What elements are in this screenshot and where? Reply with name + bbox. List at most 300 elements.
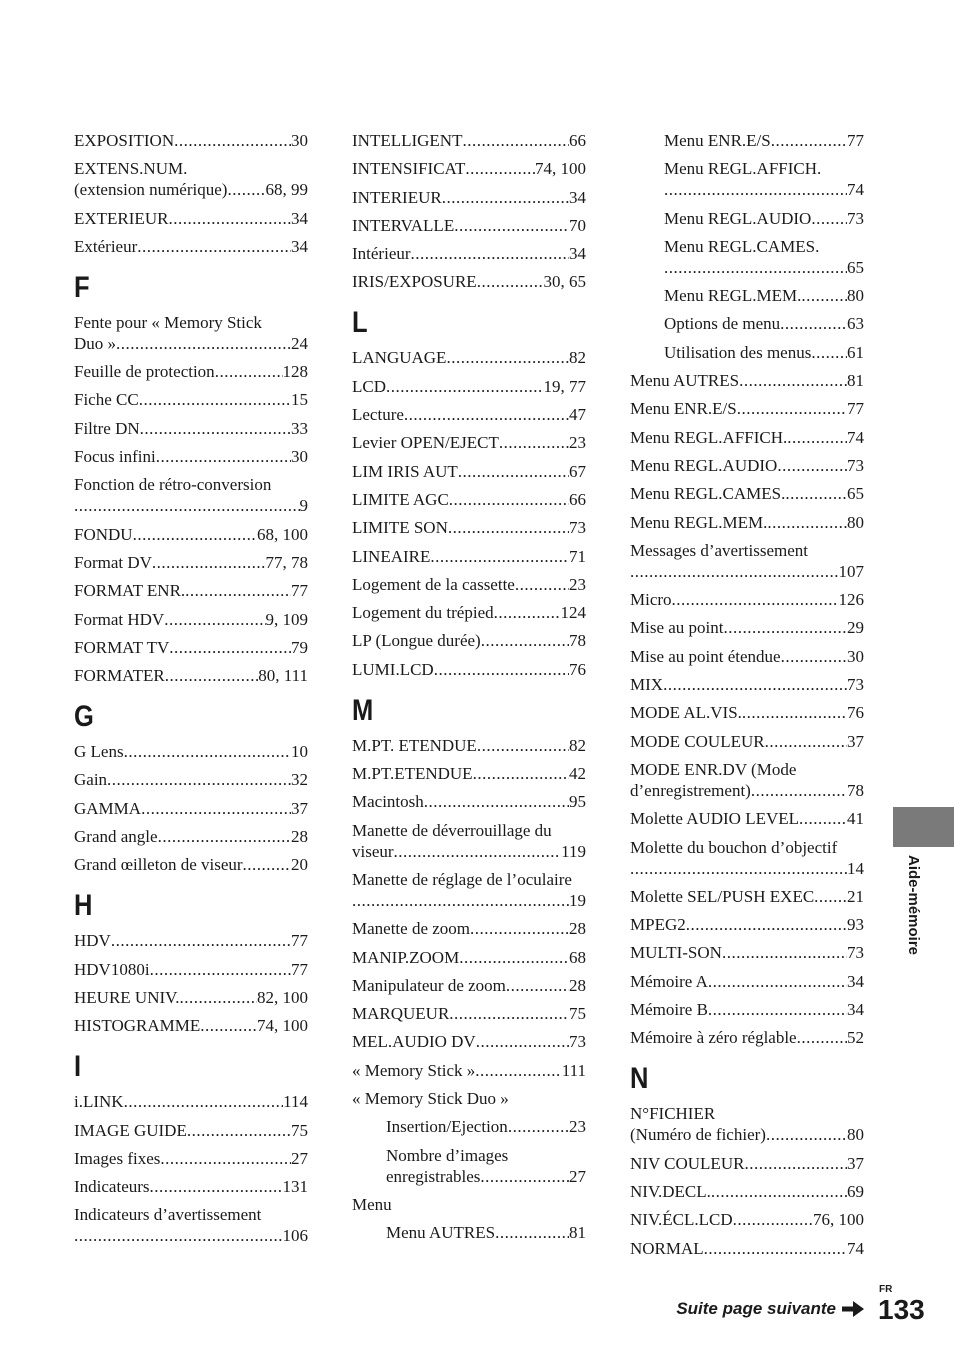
dot-leader [459, 947, 569, 968]
index-entry [630, 370, 864, 391]
dot-leader [711, 1181, 847, 1202]
entry-term: LANGUAGE [352, 348, 447, 368]
entry-line [630, 561, 864, 582]
entry-page-numbers: 74, 100 [535, 159, 586, 179]
continue-label: Suite page suivante [676, 1299, 836, 1318]
dot-leader [515, 574, 569, 595]
index-entry [630, 236, 864, 278]
entry-line [352, 517, 586, 538]
entry-page-numbers: 27 [291, 1148, 308, 1168]
entry-page-numbers: 30 [291, 447, 308, 467]
entry-page-numbers: 61 [847, 342, 864, 362]
entry-term: Micro [630, 590, 672, 610]
entry-page-numbers: 73 [847, 455, 864, 475]
dot-leader [160, 1148, 291, 1169]
entry-term: EXTENS.NUM. [74, 159, 188, 179]
index-entry [74, 1015, 308, 1036]
entry-page-numbers: 30 [847, 646, 864, 666]
index-entry [74, 665, 308, 686]
dot-leader [475, 1060, 562, 1081]
index-entry [630, 617, 864, 638]
entry-line [352, 763, 586, 784]
dot-leader [814, 886, 847, 907]
entry-page-numbers: 69 [847, 1181, 864, 1201]
entry-page-numbers: 23 [569, 1117, 586, 1137]
entry-term: Indicateurs [74, 1177, 150, 1197]
index-entry [630, 759, 864, 801]
index-entry [630, 1103, 864, 1145]
index-entry [74, 474, 308, 516]
entry-line [630, 455, 864, 476]
entry-line [664, 257, 864, 278]
dot-leader [664, 179, 847, 200]
entry-page-numbers: 77 [291, 931, 308, 951]
entry-page-numbers: 74, 100 [257, 1016, 308, 1036]
entry-page-numbers: 41 [847, 809, 864, 829]
dot-leader [152, 552, 266, 573]
index-entry [630, 808, 864, 829]
entry-line [630, 808, 864, 829]
dot-leader [751, 780, 847, 801]
dot-leader [164, 609, 265, 630]
entry-page-numbers: 70 [569, 215, 586, 235]
entry-line [664, 179, 864, 200]
entry-term: MODE AL.VIS. [630, 703, 742, 723]
entry-term: HISTOGRAMME [74, 1016, 201, 1036]
dot-leader [739, 370, 847, 391]
dot-leader [495, 1222, 569, 1243]
index-entry [630, 731, 864, 752]
dot-leader [158, 826, 291, 847]
entry-page-numbers: 81 [569, 1223, 586, 1243]
index-entry [352, 376, 586, 397]
entry-line [630, 512, 864, 533]
entry-term: HDV1080i [74, 959, 150, 979]
index-entry [630, 942, 864, 963]
entry-line [74, 854, 308, 875]
dot-leader [243, 854, 291, 875]
entry-term: MODE ENR.DV (Mode [630, 759, 797, 779]
entry-term: Menu REGL.AFFICH. [630, 427, 788, 447]
index-entry [352, 517, 586, 538]
index-entry [630, 886, 864, 907]
entry-term: Manette de zoom [352, 919, 471, 939]
index-entry [630, 999, 864, 1020]
entry-line [630, 858, 864, 879]
index-entry [352, 271, 586, 292]
index-entry [352, 130, 586, 151]
dot-leader [722, 942, 847, 963]
entry-page-numbers: 77, 78 [265, 552, 308, 572]
entry-line [74, 769, 308, 790]
index-entry [74, 580, 308, 601]
entry-page-numbers: 124 [560, 603, 586, 623]
entry-line [74, 552, 308, 573]
entry-term: Lecture [352, 405, 404, 425]
entry-term: EXPOSITION [74, 131, 175, 150]
index-entry [630, 158, 864, 200]
entry-line [630, 1238, 864, 1259]
index-entry [630, 837, 864, 879]
index-column-2 [352, 130, 586, 1251]
entry-page-numbers: 30 [291, 131, 308, 150]
index-entry [630, 313, 864, 334]
entry-term: Images fixes [74, 1148, 161, 1168]
entry-term: Mise au point étendue [630, 646, 781, 666]
entry-line [386, 1222, 586, 1243]
dot-leader [630, 858, 847, 879]
entry-page-numbers: 75 [291, 1120, 308, 1140]
dot-leader [150, 1176, 283, 1197]
index-entry [630, 589, 864, 610]
entry-line [352, 271, 586, 292]
entry-term: MANIP.ZOOM [352, 947, 460, 967]
entry-line [352, 130, 586, 151]
entry-term-continued: Duo » [74, 333, 117, 353]
entry-line [352, 347, 586, 368]
entry-page-numbers: 79 [291, 637, 308, 657]
entry-line [74, 446, 308, 467]
entry-page-numbers: 66 [569, 489, 586, 509]
dot-leader [74, 1225, 283, 1246]
entry-term: Options de menu [664, 314, 781, 334]
entry-term: FORMAT TV [74, 637, 170, 657]
entry-line [74, 959, 308, 980]
entry-page-numbers: 30, 65 [543, 272, 586, 292]
entry-term: LIMITE SON [352, 518, 448, 538]
dot-leader [462, 130, 569, 151]
entry-line [664, 313, 864, 334]
entry-line [74, 418, 308, 439]
index-entry [352, 1222, 586, 1243]
entry-line [74, 609, 308, 630]
entry-term: GAMMA [74, 798, 142, 818]
dot-leader [107, 769, 291, 790]
entry-page-numbers: 82, 100 [257, 987, 308, 1007]
entry-term: Molette SEL/PUSH EXEC [630, 886, 815, 906]
index-entry [352, 918, 586, 939]
entry-term: LIM IRIS AUT [352, 461, 458, 481]
entry-term: Logement du trépied [352, 603, 494, 623]
entry-term: Grand œilleton de viseur [74, 855, 243, 875]
index-entry [352, 869, 586, 911]
entry-line [352, 1060, 586, 1081]
entry-line [352, 659, 586, 680]
dot-leader [150, 959, 291, 980]
entry-line [352, 890, 586, 911]
entry-line [630, 398, 864, 419]
entry-term: INTERIEUR [352, 187, 442, 207]
page-number: 133 [878, 1294, 925, 1325]
entry-term: LP (Longue durée) [352, 631, 481, 651]
entry-line [630, 731, 864, 752]
entry-line [352, 1003, 586, 1024]
entry-page-numbers: 107 [838, 561, 864, 581]
entry-page-numbers: 19, 77 [543, 376, 586, 396]
index-entry [74, 208, 308, 229]
index-entry [630, 702, 864, 723]
dot-leader [811, 208, 847, 229]
entry-term: LUMI.LCD [352, 659, 434, 679]
entry-page-numbers: 34 [569, 244, 586, 264]
dot-leader [787, 427, 847, 448]
entry-line [352, 376, 586, 397]
entry-term: MODE COULEUR [630, 731, 765, 751]
entry-term: NIV.DECL. [630, 1181, 711, 1201]
index-entry [74, 769, 308, 790]
entry-page-numbers: 14 [847, 858, 864, 878]
entry-page-numbers: 47 [569, 405, 586, 425]
index-entry [352, 158, 586, 179]
dot-leader [139, 389, 291, 410]
entry-line [630, 1181, 864, 1202]
entry-line [630, 971, 864, 992]
entry-page-numbers: 76 [847, 703, 864, 723]
entry-page-numbers: 126 [838, 590, 864, 610]
dot-leader [737, 398, 847, 419]
index-letter-heading: F [74, 270, 90, 304]
entry-term: Menu REGL.MEM. [664, 286, 802, 306]
entry-page-numbers: 74 [847, 180, 864, 200]
dot-leader [448, 517, 569, 538]
entry-line [74, 208, 308, 229]
entry-line [352, 243, 586, 264]
entry-page-numbers: 78 [847, 780, 864, 800]
entry-term-continued: d’enregistrement) [630, 780, 751, 800]
entry-line [352, 546, 586, 567]
entry-term-continued: (Numéro de fichier) [630, 1125, 766, 1145]
dot-leader [442, 187, 569, 208]
entry-term: HEURE UNIV. [74, 987, 180, 1007]
entry-page-numbers: 9 [299, 496, 308, 516]
entry-line [74, 798, 308, 819]
dot-leader [781, 646, 847, 667]
index-entry [630, 483, 864, 504]
entry-term: Focus infini [74, 447, 156, 467]
entry-term: Molette du bouchon d’objectif [630, 837, 838, 857]
index-letter-heading: L [352, 306, 368, 340]
dot-leader [767, 512, 847, 533]
entry-term: Gain [74, 770, 108, 790]
dot-leader [454, 215, 569, 236]
dot-leader [506, 975, 569, 996]
entry-term: Mise au point [630, 618, 724, 638]
entry-term: Insertion/Ejection [386, 1117, 508, 1137]
entry-line [630, 780, 864, 801]
entry-term: M.PT.ETENDUE [352, 764, 473, 784]
entry-line [630, 1153, 864, 1174]
entry-line [352, 158, 586, 179]
index-entry [74, 987, 308, 1008]
dot-leader [156, 446, 291, 467]
section-tab [893, 807, 954, 847]
index-entry [74, 1204, 308, 1246]
dot-leader [797, 1027, 847, 1048]
entry-term: Macintosh [352, 792, 424, 812]
entry-page-numbers: 114 [283, 1092, 308, 1112]
entry-term: LCD [352, 376, 386, 396]
entry-term: Extérieur [74, 236, 138, 256]
dot-leader [137, 236, 291, 257]
dot-leader [133, 524, 257, 545]
entry-line [630, 914, 864, 935]
entry-term: Fiche CC [74, 390, 139, 410]
dot-leader [227, 179, 265, 200]
entry-line [74, 987, 308, 1008]
dot-leader [477, 271, 544, 292]
entry-line [352, 630, 586, 651]
entry-term: MULTI-SON [630, 943, 722, 963]
index-entry [74, 798, 308, 819]
dot-leader [116, 333, 291, 354]
entry-term: Mémoire à zéro réglable [630, 1028, 797, 1048]
entry-line [664, 285, 864, 306]
entry-line [352, 1031, 586, 1052]
index-entry [352, 347, 586, 368]
entry-line [630, 886, 864, 907]
index-entry [74, 959, 308, 980]
entry-page-numbers: 73 [569, 518, 586, 538]
index-entry [74, 236, 308, 257]
dot-leader [780, 313, 847, 334]
entry-term-continued: viseur [352, 841, 394, 861]
index-entry [630, 1027, 864, 1048]
entry-page-numbers: 65 [847, 257, 864, 277]
dot-leader [811, 342, 847, 363]
entry-term-continued: (extension numérique) [74, 180, 228, 200]
dot-leader [777, 455, 847, 476]
entry-page-numbers: 128 [282, 362, 308, 382]
entry-term: Messages d’avertissement [630, 540, 808, 560]
entry-page-numbers: 68 [569, 947, 586, 967]
entry-line [664, 342, 864, 363]
entry-term: Intérieur [352, 244, 411, 264]
entry-term: M.PT. ETENDUE [352, 735, 477, 755]
entry-page-numbers: 37 [847, 731, 864, 751]
entry-page-numbers: 34 [569, 187, 586, 207]
entry-term: Menu REGL.AUDIO [630, 455, 778, 475]
entry-page-numbers: 73 [569, 1032, 586, 1052]
index-column-3 [630, 130, 864, 1266]
entry-line [630, 674, 864, 695]
index-entry [352, 404, 586, 425]
entry-line [74, 236, 308, 257]
entry-term: Menu REGL.CAMES. [630, 484, 786, 504]
entry-line [74, 389, 308, 410]
entry-term: Mémoire A [630, 971, 708, 991]
entry-page-numbers: 68, 99 [265, 180, 308, 200]
index-entry [352, 975, 586, 996]
entry-page-numbers: 77 [847, 399, 864, 419]
entry-term: G Lens [74, 742, 124, 762]
entry-page-numbers: 74 [847, 427, 864, 447]
entry-term: NIV.ÉCL.LCD [630, 1210, 733, 1230]
dot-leader [174, 130, 291, 151]
entry-line [664, 208, 864, 229]
entry-term: Utilisation des menus [664, 342, 812, 362]
dot-leader [215, 361, 283, 382]
entry-term: Format HDV [74, 609, 165, 629]
entry-page-numbers: 32 [291, 770, 308, 790]
entry-term: « Memory Stick » [352, 1060, 476, 1080]
entry-line [352, 841, 586, 862]
entry-line [386, 1166, 586, 1187]
entry-page-numbers: 34 [291, 208, 308, 228]
entry-line [352, 602, 586, 623]
entry-line [74, 1176, 308, 1197]
dot-leader [477, 735, 569, 756]
entry-line [352, 735, 586, 756]
entry-page-numbers: 131 [282, 1177, 308, 1197]
dot-leader [458, 461, 569, 482]
entry-line [630, 1027, 864, 1048]
entry-term: Logement de la cassette [352, 574, 515, 594]
dot-leader [179, 987, 257, 1008]
dot-leader [630, 561, 839, 582]
index-entry [630, 1238, 864, 1259]
entry-term: Menu REGL.CAMES. [664, 236, 820, 256]
entry-line [74, 1120, 308, 1141]
dot-leader [686, 914, 847, 935]
dot-leader [801, 285, 847, 306]
dot-leader [169, 637, 291, 658]
index-entry [352, 659, 586, 680]
dot-leader [480, 1166, 569, 1187]
index-entry [74, 854, 308, 875]
index-entry [352, 574, 586, 595]
entry-line [352, 187, 586, 208]
index-entry [352, 1088, 586, 1109]
index-entry [352, 187, 586, 208]
index-letter-heading: H [74, 889, 93, 923]
entry-line [74, 1015, 308, 1036]
entry-line [74, 333, 308, 354]
entry-line [352, 947, 586, 968]
index-entry [352, 243, 586, 264]
entry-line [74, 637, 308, 658]
index-entry [74, 446, 308, 467]
entry-term: IMAGE GUIDE [74, 1120, 187, 1140]
index-entry [352, 947, 586, 968]
entry-line [630, 702, 864, 723]
dot-leader [111, 930, 291, 951]
dot-leader [742, 702, 847, 723]
entry-page-numbers: 24 [291, 333, 308, 353]
index-entry [352, 1145, 586, 1187]
entry-line [352, 574, 586, 595]
entry-term: Menu REGL.AFFICH. [664, 159, 822, 179]
entry-line [74, 930, 308, 951]
index-letter-heading: G [74, 700, 94, 734]
entry-line [74, 495, 308, 516]
entry-page-numbers: 73 [847, 208, 864, 228]
entry-page-numbers: 10 [291, 742, 308, 762]
entry-term: Manette de déverrouillage du [352, 820, 552, 840]
index-entry [630, 1153, 864, 1174]
dot-leader [766, 1124, 847, 1145]
entry-page-numbers: 28 [569, 919, 586, 939]
entry-page-numbers: 71 [569, 546, 586, 566]
index-entry [630, 455, 864, 476]
index-entry [352, 1194, 586, 1215]
entry-page-numbers: 37 [291, 798, 308, 818]
dot-leader [494, 602, 561, 623]
dot-leader [140, 418, 291, 439]
entry-term: LIMITE AGC [352, 489, 449, 509]
index-entry [352, 735, 586, 756]
entry-page-numbers: 28 [569, 975, 586, 995]
entry-term: MARQUEUR [352, 1004, 450, 1024]
